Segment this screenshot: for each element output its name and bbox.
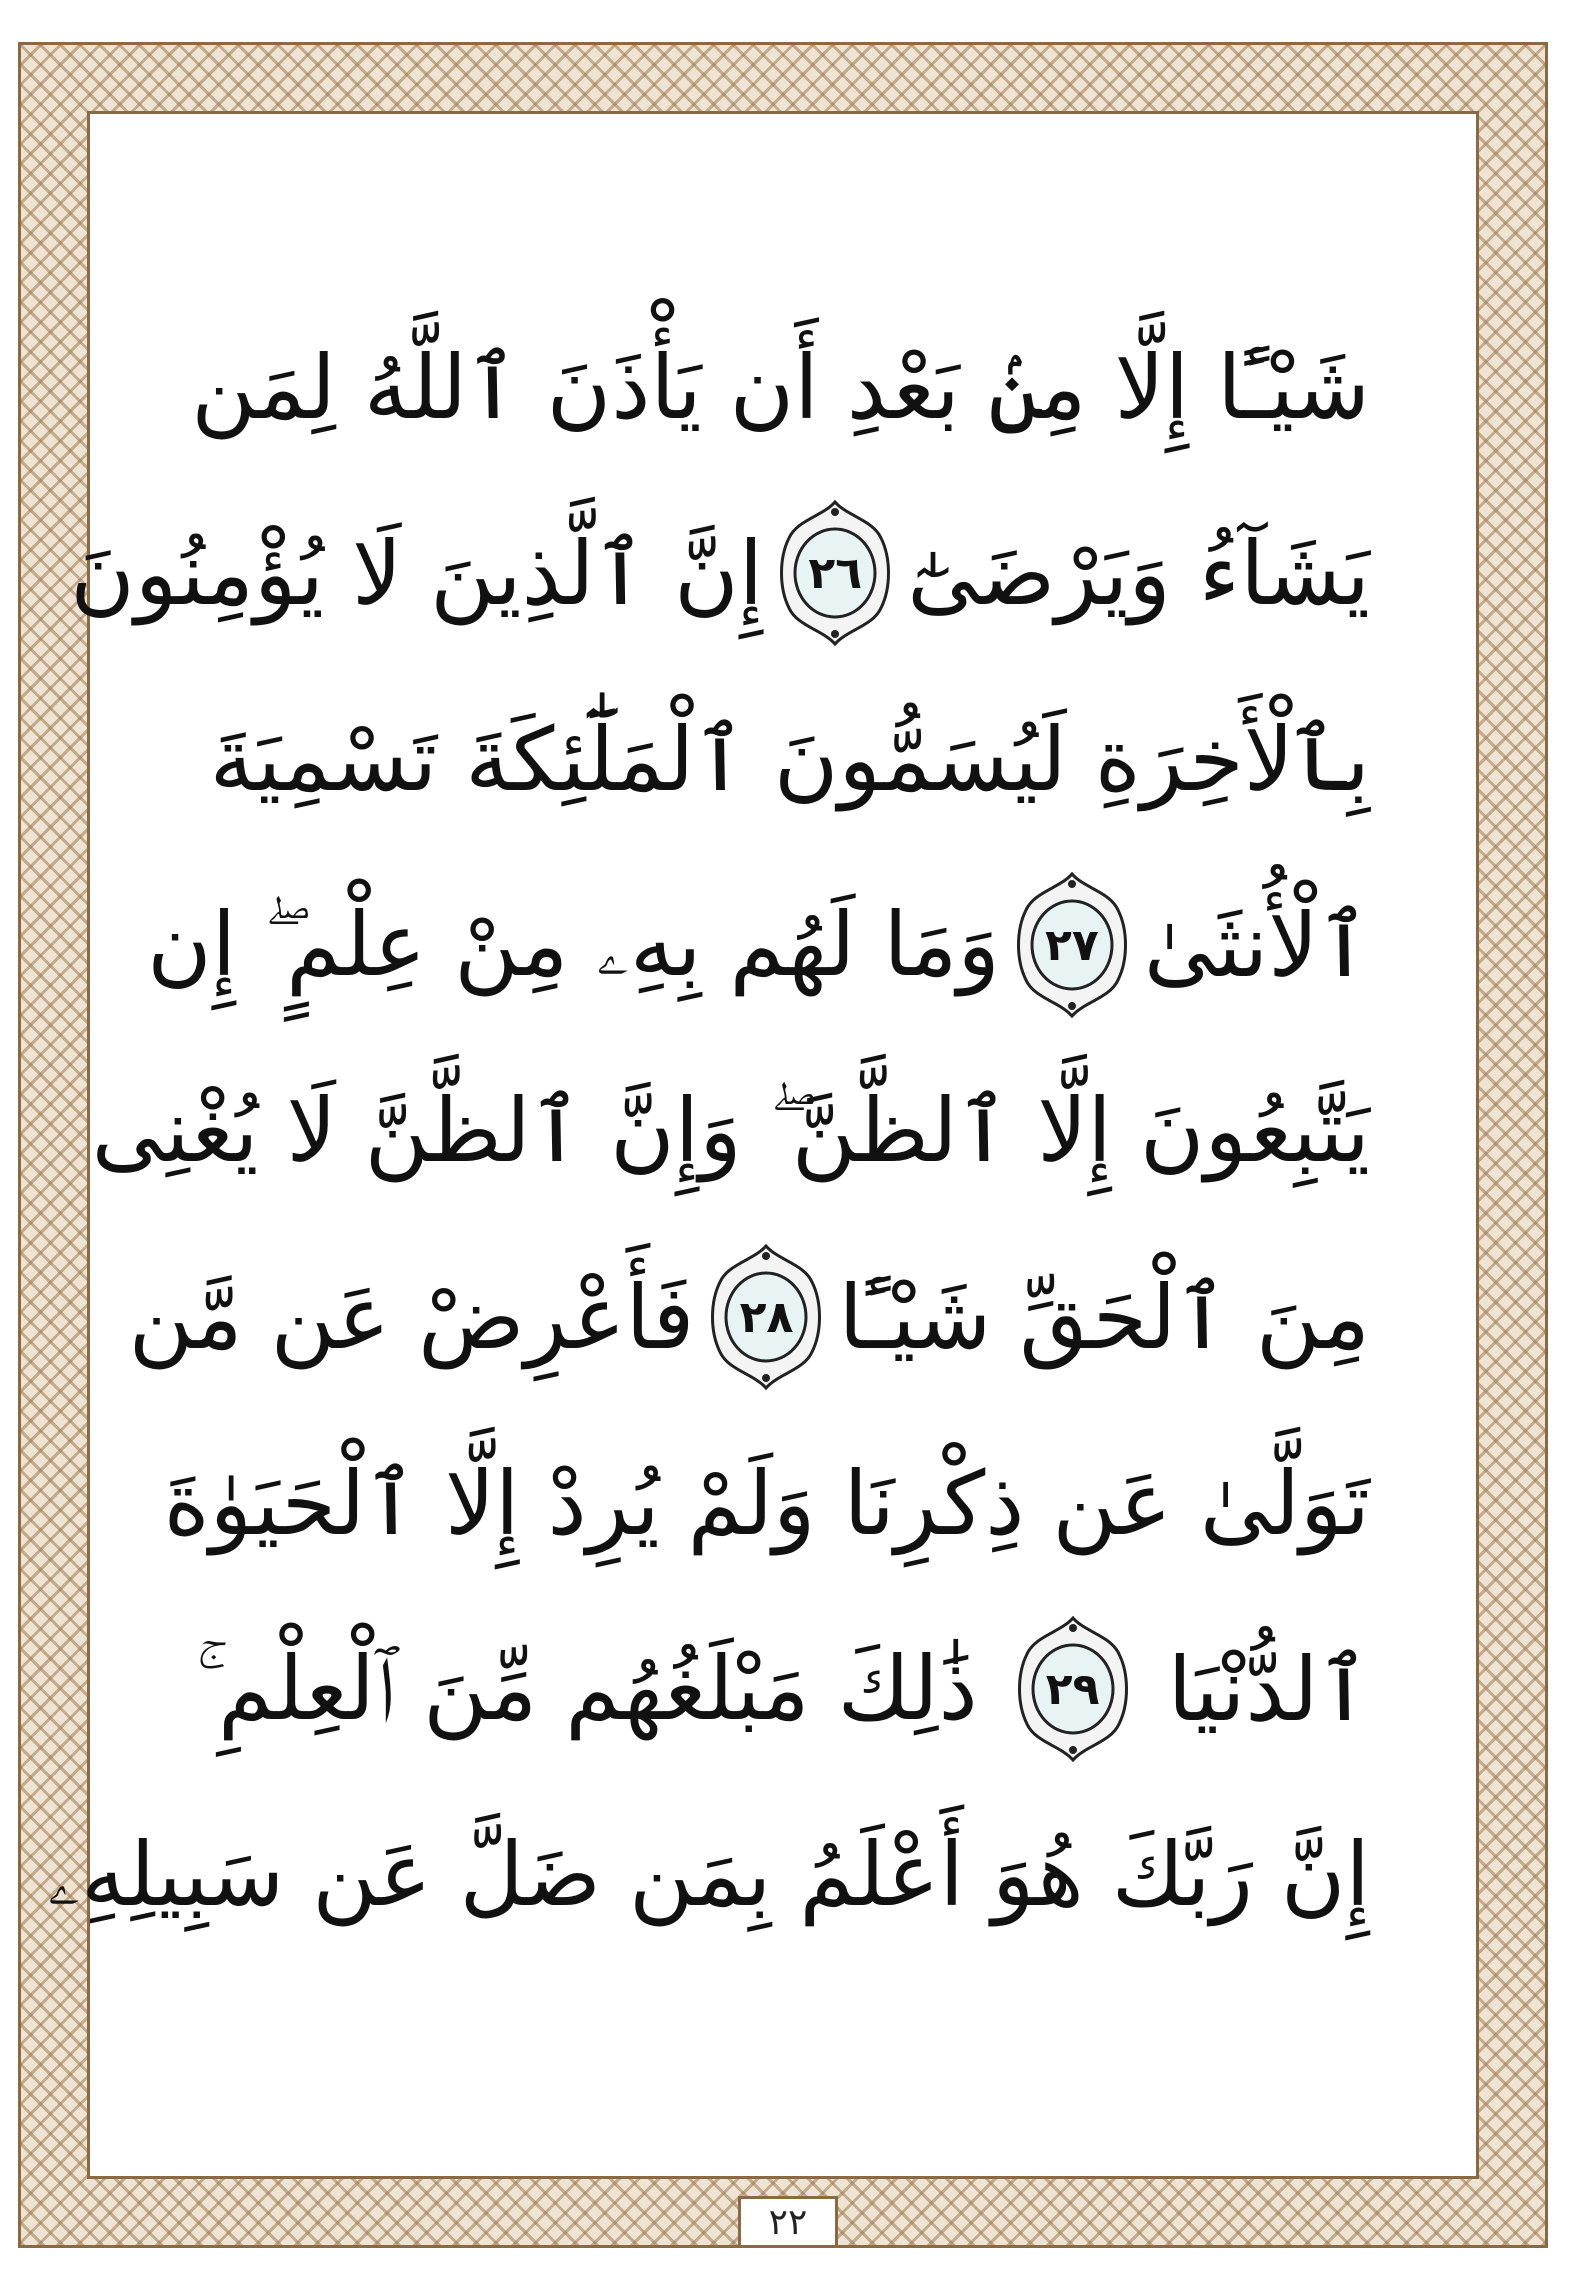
- verse-text: إِنَّ ٱلَّذِينَ لَا يُؤْمِنُونَ: [70, 521, 764, 625]
- verse-text: تَوَلَّىٰ عَن ذِكْرِنَا وَلَمْ يُرِدْ إِلَّا ٱلْحَيَوٰةَ: [163, 1451, 1370, 1555]
- verse-text: بِٱلْأَخِرَةِ لَيُسَمُّونَ ٱلْمَلَٰٓئِكَةَ تَسْمِيَةَ: [209, 707, 1370, 811]
- verse-text: مِنَ ٱلْحَقِّ شَيْـًٔا: [838, 1265, 1370, 1369]
- quran-text-body: [47, 184, 1406, 2106]
- verse-text: وَمَا لَهُم بِهِۦ مِنْ عِلْمٍ ۖ إِن: [147, 892, 1000, 996]
- verse-number: ٢٩: [1045, 1663, 1100, 1715]
- text-line: [196, 1596, 1370, 1782]
- verse-number-marker: [1014, 870, 1130, 1020]
- text-line: [91, 1038, 1370, 1224]
- verse-text: إِنَّ رَبَّكَ هُوَ أَعْلَمُ بِمَن ضَلَّ عَن سَبِيلِهِۦ: [47, 1822, 1370, 1926]
- text-line: [128, 1224, 1370, 1410]
- verse-number-marker: [1015, 1614, 1131, 1764]
- page-frame: [47, 111, 1479, 2179]
- text-line: [147, 852, 1370, 1038]
- page-number: ٢٢: [738, 2196, 838, 2248]
- verse-text: ذَٰلِكَ مَبْلَغُهُم مِّنَ ٱلْعِلْمِ ۚ: [196, 1636, 978, 1740]
- verse-text: يَتَّبِعُونَ إِلَّا ٱلظَّنَّ ۖ وَإِنَّ ٱلظَّنَّ لَا يُغْنِى: [91, 1078, 1370, 1182]
- text-line: [70, 480, 1370, 666]
- verse-number-marker: [708, 1242, 824, 1392]
- verse-text: يَشَآءُ وَيَرْضَىٰٓ: [907, 521, 1370, 625]
- text-line: [191, 294, 1370, 480]
- verse-number: ٢٦: [808, 547, 863, 599]
- text-line: [196, 666, 1370, 852]
- verse-text: شَيْـًٔا إِلَّا مِنۢ بَعْدِ أَن يَأْذَنَ ٱللَّهُ لِمَن: [191, 335, 1370, 439]
- verse-text: ٱلْأُنثَىٰ: [1143, 893, 1370, 997]
- text-line: [47, 1782, 1370, 1968]
- verse-text: ٱلدُّنْيَا: [1167, 1637, 1370, 1741]
- verse-number: ٢٧: [1044, 919, 1099, 971]
- verse-text: فَأَعْرِضْ عَن مَّن: [128, 1265, 695, 1369]
- verse-number: ٢٨: [739, 1291, 794, 1343]
- ornamental-border: [18, 42, 1548, 2248]
- verse-number-marker: [777, 498, 893, 648]
- text-line: [163, 1410, 1370, 1596]
